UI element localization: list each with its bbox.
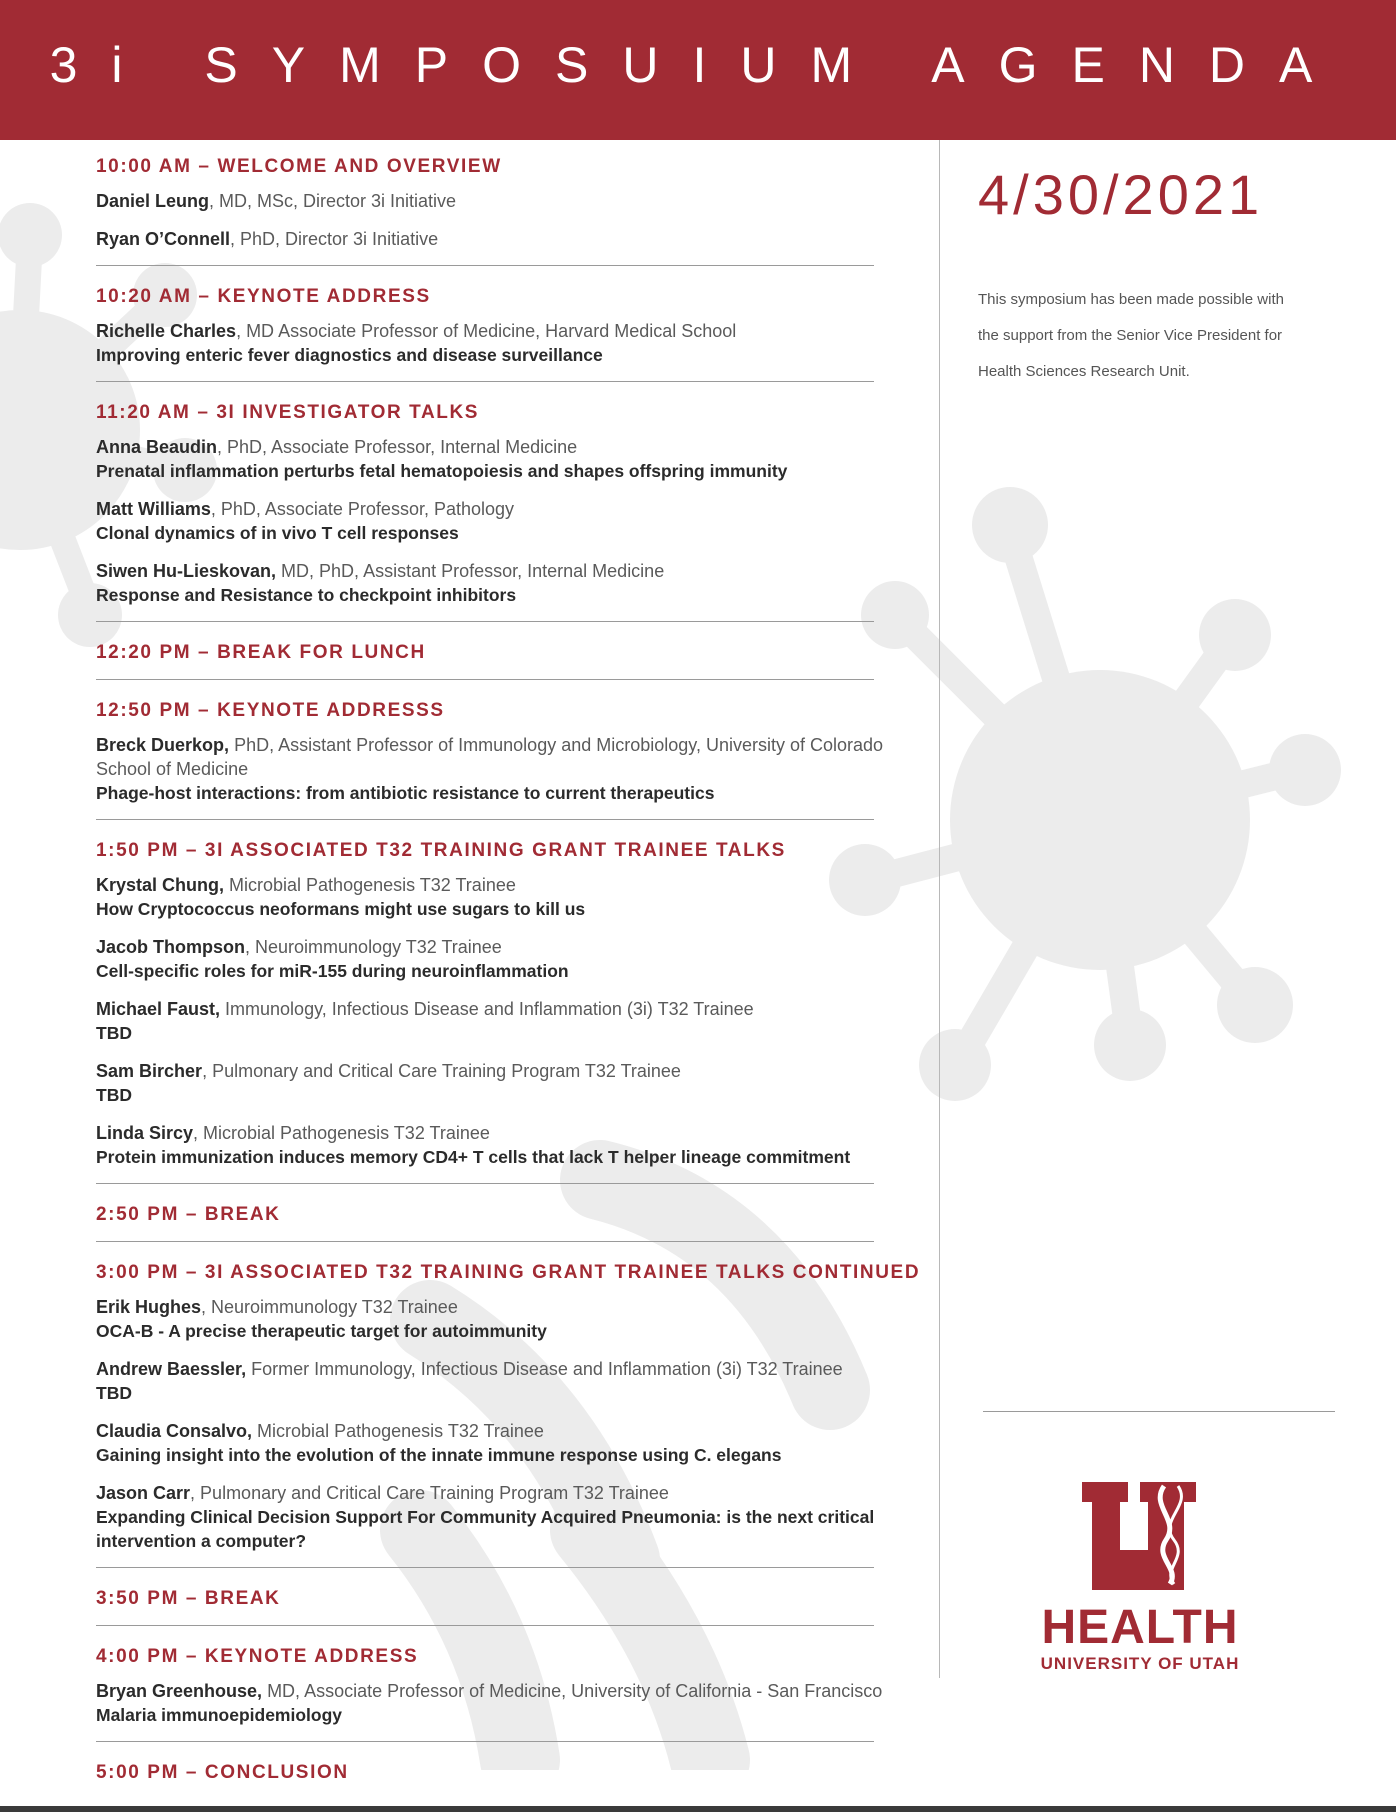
- section-divider: [96, 1241, 874, 1242]
- speaker-name: Michael Faust,: [96, 999, 221, 1019]
- header-banner: [0, 0, 1396, 140]
- talk-title: OCA-B - A precise therapeutic target for autoimmunity: [96, 1321, 547, 1341]
- talk-entry: [96, 227, 896, 251]
- talk-title: TBD: [96, 1023, 132, 1043]
- page-title: 3i SYMPOSUIUM AGENDA: [49, 37, 1347, 93]
- agenda-section: [96, 1640, 896, 1727]
- talk-title: Expanding Clinical Decision Support For Community Acquired Pneumonia: is the next critical intervention a computer?: [96, 1507, 875, 1551]
- talk-entry: [96, 997, 896, 1045]
- section-divider: [96, 621, 874, 622]
- speaker-role: , Neuroimmunology T32 Trainee: [201, 1297, 458, 1317]
- talk-entry: [96, 1679, 896, 1727]
- section-heading: 3:00 PM – 3I ASSOCIATED T32 TRAINING GRANT TRAINEE TALKS CONTINUED: [96, 1262, 921, 1283]
- speaker-role: MD, Associate Professor of Medicine, University of California - San Francisco: [262, 1681, 883, 1701]
- talk-entry: [96, 189, 896, 213]
- talk-entry: [96, 435, 896, 483]
- talk-entry: [96, 935, 896, 983]
- talk-title: Protein immunization induces memory CD4+ T cells that lack T helper lineage commitment: [96, 1147, 851, 1167]
- section-heading: 10:00 AM – WELCOME AND OVERVIEW: [96, 156, 502, 177]
- speaker-role: , Pulmonary and Critical Care Training Program T32 Trainee: [190, 1483, 669, 1503]
- university-logo: [1030, 1480, 1250, 1674]
- talk-title: Gaining insight into the evolution of the innate immune response using C. elegans: [96, 1445, 782, 1465]
- agenda-section: [96, 396, 896, 607]
- talk-entry: [96, 1295, 896, 1343]
- talk-title: Phage-host interactions: from antibiotic resistance to current therapeutics: [96, 783, 715, 803]
- speaker-name: Andrew Baessler,: [96, 1359, 247, 1379]
- sidebar-divider: [983, 1411, 1335, 1412]
- section-heading: 4:00 PM – KEYNOTE ADDRESS: [96, 1646, 419, 1667]
- talk-entry: [96, 1059, 896, 1107]
- university-of-utah-u-icon: [1080, 1480, 1200, 1592]
- support-note: This symposium has been made possible with the support from the Senior Vice President for Health Sciences Research Unit.: [978, 291, 1284, 380]
- talk-entry: [96, 1419, 896, 1467]
- logo-health-text: HEALTH: [1041, 1601, 1239, 1654]
- event-date: 4/30/2021: [978, 163, 1264, 226]
- agenda-section: [96, 150, 896, 251]
- talk-entry: [96, 1481, 896, 1553]
- section-divider: [96, 1625, 874, 1626]
- talk-entry: [96, 733, 896, 805]
- speaker-role: , PhD, Associate Professor, Pathology: [210, 499, 515, 519]
- speaker-role: , MD Associate Professor of Medicine, Harvard Medical School: [236, 321, 737, 341]
- section-divider: [96, 265, 874, 266]
- section-divider: [96, 381, 874, 382]
- speaker-role: , Microbial Pathogenesis T32 Trainee: [193, 1123, 490, 1143]
- speaker-name: Linda Sircy: [96, 1123, 194, 1143]
- speaker-role: , MD, MSc, Director 3i Initiative: [209, 191, 457, 211]
- section-heading: 1:50 PM – 3I ASSOCIATED T32 TRAINING GRANT TRAINEE TALKS: [96, 840, 786, 861]
- talk-entry: [96, 497, 896, 545]
- speaker-role: Microbial Pathogenesis T32 Trainee: [224, 875, 516, 895]
- footer-bar: [0, 1806, 1396, 1812]
- speaker-role: Former Immunology, Infectious Disease and Inflammation (3i) T32 Trainee: [246, 1359, 843, 1379]
- section-heading: 11:20 AM – 3I INVESTIGATOR TALKS: [96, 402, 480, 423]
- section-heading: 10:20 AM – KEYNOTE ADDRESS: [96, 286, 431, 307]
- agenda-section: [96, 1198, 896, 1241]
- speaker-name: Breck Duerkop,: [96, 735, 230, 755]
- speaker-name: Krystal Chung,: [96, 875, 225, 895]
- agenda-section: [96, 1256, 921, 1553]
- talk-entry: [96, 1121, 896, 1169]
- section-heading: 5:00 PM – CONCLUSION: [96, 1762, 349, 1783]
- speaker-role: PhD, Assistant Professor of Immunology and Microbiology, University of Colorado School of Medicine: [96, 735, 884, 779]
- agenda-section: [96, 1582, 896, 1625]
- agenda-section: [96, 694, 896, 805]
- section-divider: [96, 1183, 874, 1184]
- speaker-role: MD, PhD, Assistant Professor, Internal Medicine: [276, 561, 665, 581]
- speaker-name: Ryan O’Connell: [96, 229, 231, 249]
- speaker-name: Matt Williams: [96, 499, 211, 519]
- section-divider: [96, 679, 874, 680]
- section-heading: 12:20 PM – BREAK FOR LUNCH: [96, 642, 426, 663]
- speaker-name: Siwen Hu-Lieskovan,: [96, 561, 277, 581]
- agenda-section: [96, 280, 896, 367]
- agenda-section: [96, 636, 896, 679]
- talk-entry: [96, 1357, 896, 1405]
- talk-title: Prenatal inflammation perturbs fetal hematopoiesis and shapes offspring immunity: [96, 461, 788, 481]
- speaker-role: , PhD, Director 3i Initiative: [230, 229, 439, 249]
- talk-title: Improving enteric fever diagnostics and disease surveillance: [96, 345, 603, 365]
- speaker-role: , Pulmonary and Critical Care Training Program T32 Trainee: [202, 1061, 681, 1081]
- talk-title: Cell-specific roles for miR-155 during neuroinflammation: [96, 961, 569, 981]
- talk-title: Clonal dynamics of in vivo T cell responses: [96, 523, 459, 543]
- speaker-name: Bryan Greenhouse,: [96, 1681, 263, 1701]
- speaker-role: , PhD, Associate Professor, Internal Medicine: [217, 437, 578, 457]
- talk-entry: [96, 873, 896, 921]
- agenda-section: [96, 1756, 896, 1799]
- speaker-role: Microbial Pathogenesis T32 Trainee: [252, 1421, 544, 1441]
- speaker-name: Sam Bircher: [96, 1061, 203, 1081]
- talk-entry: [96, 319, 896, 367]
- speaker-name: Richelle Charles: [96, 321, 237, 341]
- speaker-name: Daniel Leung: [96, 191, 210, 211]
- talk-entry: [96, 559, 896, 607]
- section-heading: 3:50 PM – BREAK: [96, 1588, 281, 1609]
- agenda-list: [96, 150, 921, 1799]
- talk-title: Response and Resistance to checkpoint inhibitors: [96, 585, 517, 605]
- talk-title: TBD: [96, 1383, 132, 1403]
- logo-university-text: UNIVERSITY OF UTAH: [1040, 1654, 1240, 1673]
- section-divider: [96, 1567, 874, 1568]
- speaker-name: Anna Beaudin: [96, 437, 218, 457]
- speaker-role: Immunology, Infectious Disease and Inflammation (3i) T32 Trainee: [220, 999, 754, 1019]
- section-divider: [96, 819, 874, 820]
- column-divider: [939, 140, 940, 1678]
- speaker-name: Jason Carr: [96, 1483, 191, 1503]
- section-divider: [96, 1741, 874, 1742]
- talk-title: How Cryptococcus neoformans might use sugars to kill us: [96, 899, 586, 919]
- speaker-name: Jacob Thompson: [96, 937, 246, 957]
- talk-title: TBD: [96, 1085, 132, 1105]
- speaker-name: Claudia Consalvo,: [96, 1421, 253, 1441]
- speaker-name: Erik Hughes: [96, 1297, 202, 1317]
- section-heading: 12:50 PM – KEYNOTE ADDRESSS: [96, 700, 445, 721]
- talk-title: Malaria immunoepidemiology: [96, 1705, 343, 1725]
- agenda-section: [96, 834, 896, 1169]
- section-heading: 2:50 PM – BREAK: [96, 1204, 281, 1225]
- speaker-role: , Neuroimmunology T32 Trainee: [245, 937, 502, 957]
